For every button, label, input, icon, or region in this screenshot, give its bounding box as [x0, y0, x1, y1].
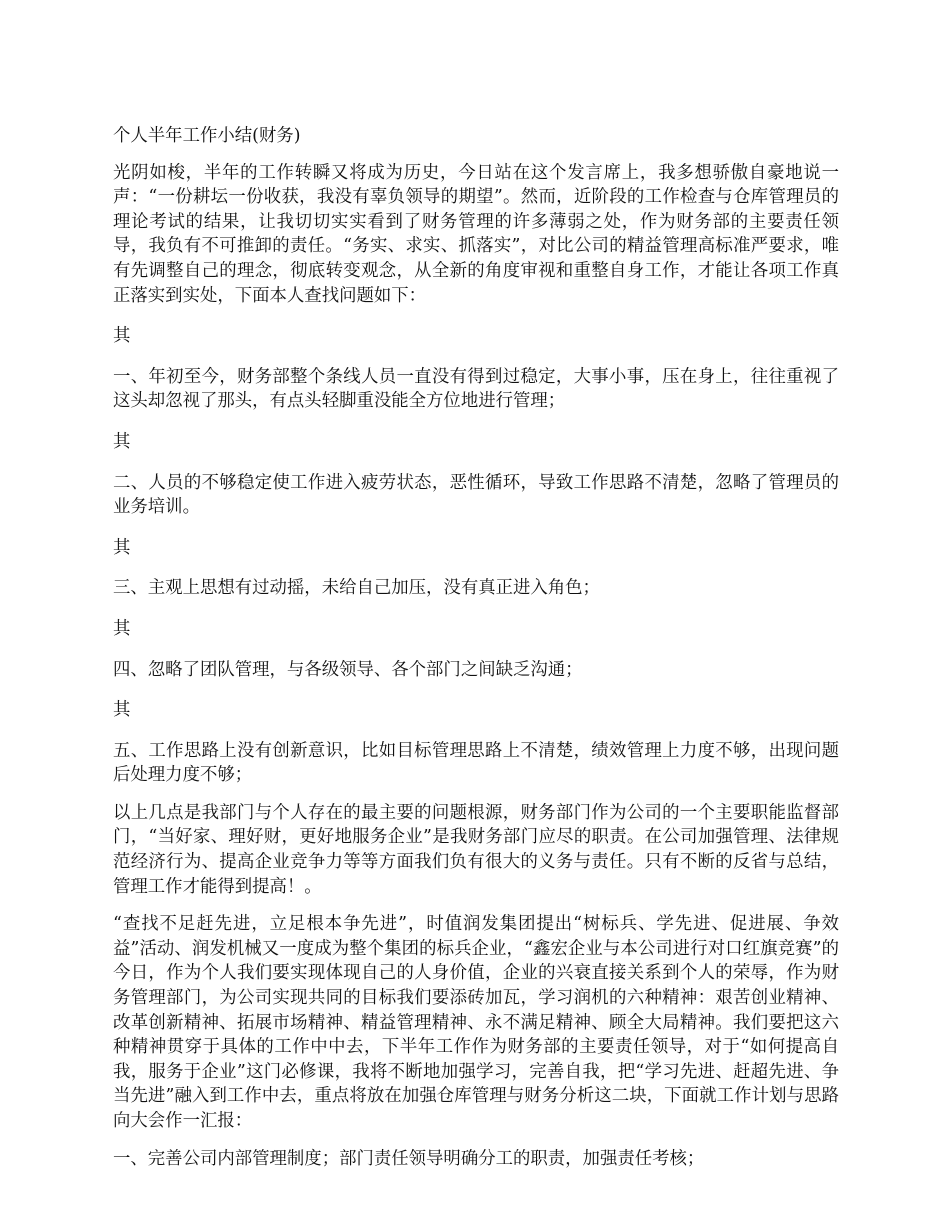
paragraph-marker: 其	[113, 700, 131, 721]
document-page	[113, 124, 839, 1171]
paragraph-marker: 其	[113, 326, 131, 347]
paragraph-marker: 其	[113, 537, 131, 558]
paragraph-intro: 光阴如梭，半年的工作转瞬又将成为历史，今日站在这个发言席上，我多想骄傲自豪地说一声：“一份耕坛一份收获，我没有辜负领导的期望”。然而，近阶段的工作检查与仓库管理员的理论考试的结果，让我切切实实看到了财务管理的许多薄弱之处，作为财务部的主要责任领导，我负有不可推卸的责任。“务实、求实、抓落实”，对比公司的精益管理高标准严要求，唯有先调整自己的理念，彻底转变观念，从全新的角度审视和重整自身工作，才能让各项工作真正落实到实处，下面本人查找问题如下：	[113, 162, 839, 306]
document-title: 个人半年工作小结(财务)	[113, 126, 301, 146]
paragraph-marker: 其	[113, 618, 131, 639]
paragraph-plan-intro: “查找不足赶先进，立足根本争先进”，时值润发集团提出“树标兵、学先进、促进展、争效益”活动、润发机械又一度成为整个集团的标兵企业，“鑫宏企业与本公司进行对口红旗竞赛”的今日，作为个人我们要实现体现自己的人身价值，企业的兴衰直接关系到个人的荣辱，作为财务管理部门，为公司实现共同的目标我们要添砖加瓦，学习润机的六种精神：艰苦创业精神、改革创新精神、拓展市场精神、精益管理精神、永不满足精神、顾全大局精神。我们要把这六种精神贯穿于具体的工作中中去，下半年工作作为财务部的主要责任领导，对于“如何提高自我，服务于企业”这门必修课，我将不断地加强学习，完善自我，把“学习先进、赶超先进、争当先进”融入到工作中去，重点将放在加强仓库管理与财务分析这二块，下面就工作计划与思路向大会作一汇报：	[113, 914, 839, 1131]
paragraph-summary: 以上几点是我部门与个人存在的最主要的问题根源，财务部门作为公司的一个主要职能监督部门，“当好家、理好财，更好地服务企业”是我财务部门应尽的职责。在公司加强管理、法律规范经济行为、提高企业竞争力等等方面我们负有很大的义务与责任。只有不断的反省与总结，管理工作才能得到提高！。	[113, 802, 839, 897]
paragraph-marker: 其	[113, 431, 131, 452]
paragraph-item-4: 四、忽略了团队管理，与各级领导、各个部门之间缺乏沟通；	[113, 659, 583, 680]
paragraph-item-3: 三、主观上思想有过动摇，未给自己加压，没有真正进入角色；	[113, 578, 600, 599]
paragraph-item-2: 二、人员的不够稳定使工作进入疲劳状态，恶性循环，导致工作思路不清楚，忽略了管理员的业务培训。	[113, 472, 839, 518]
paragraph-item-5: 五、工作思路上没有创新意识，比如目标管理思路上不清楚，绩效管理上力度不够，出现问题后处理力度不够；	[113, 740, 839, 786]
paragraph-item-1: 一、年初至今，财务部整个条线人员一直没有得到过稳定，大事小事，压在身上，往往重视了这头却忽视了那头，有点头轻脚重没能全方位地进行管理；	[113, 366, 839, 412]
paragraph-plan-item-1: 一、完善公司内部管理制度；部门责任领导明确分工的职责，加强责任考核；	[113, 1148, 705, 1169]
